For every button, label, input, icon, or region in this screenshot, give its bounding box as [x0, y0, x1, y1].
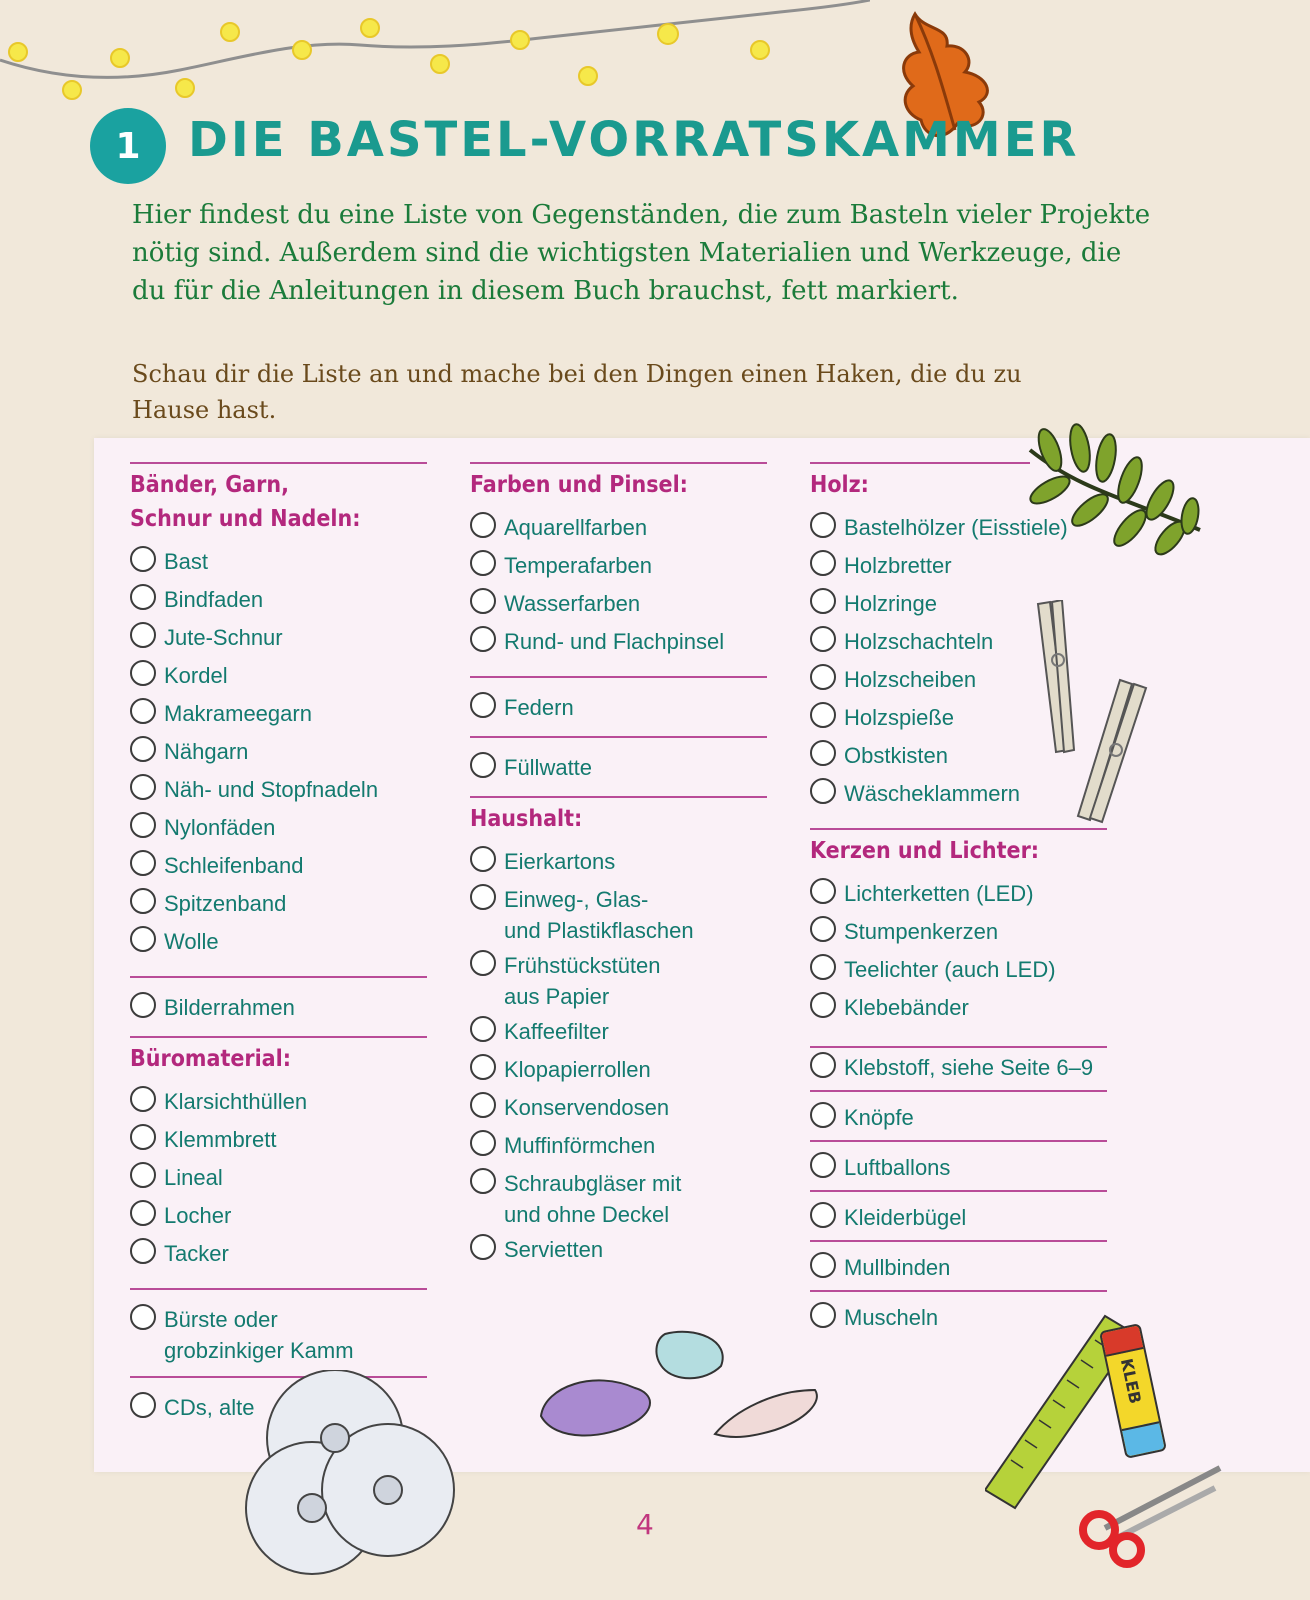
intro-text: Hier findest du eine Liste von Gegenständen, die zum Basteln vieler Projekte nötig sind. Außerdem sind die wichtigsten Materialien und Werkzeuge, die du für die Anleitungen in diesem Buch brauchst, fett markiert. — [132, 200, 1151, 306]
checkbox[interactable] — [810, 512, 836, 538]
checklist-item[interactable] — [470, 546, 767, 584]
checklist-item-label: Klemmbrett — [164, 1127, 277, 1152]
checklist-item-label: Lineal — [164, 1165, 223, 1190]
checkbox[interactable] — [130, 992, 156, 1018]
glue-stick-icon: KLEB — [1099, 1323, 1167, 1459]
checklist-item[interactable] — [470, 1088, 767, 1126]
checkbox[interactable] — [810, 1252, 836, 1278]
section-heading-kerzen: Kerzen und Lichter: — [810, 838, 1040, 864]
checkbox[interactable] — [130, 1238, 156, 1264]
checkbox[interactable] — [810, 1102, 836, 1128]
green-twig-icon — [1010, 420, 1210, 560]
checkbox[interactable] — [130, 622, 156, 648]
checklist-item-label: Aquarellfarben — [504, 515, 648, 540]
checkbox[interactable] — [810, 916, 836, 942]
checklist-item-label: Kaffeefilter — [504, 1019, 609, 1044]
checkbox[interactable] — [130, 850, 156, 876]
checklist-item[interactable] — [470, 1126, 767, 1164]
checkbox[interactable] — [130, 1162, 156, 1188]
clothespin-icon — [1030, 600, 1160, 830]
checklist-item-label: Holzspieße — [844, 705, 955, 730]
checklist-item[interactable] — [810, 988, 1107, 1026]
checkbox[interactable] — [810, 664, 836, 690]
checklist-item-label: Schraubgläser mit und ohne Deckel — [504, 1171, 682, 1227]
checkbox[interactable] — [470, 884, 496, 910]
checkbox[interactable] — [810, 992, 836, 1018]
checklist-item-label: Frühstückstüten aus Papier — [504, 953, 661, 1009]
checklist-item-label: Bindfaden — [164, 587, 264, 612]
checklist-item[interactable]: CDs, alte — [130, 1388, 427, 1426]
checklist-item-label: Muscheln — [844, 1305, 939, 1330]
checklist-item-label: Muffinförmchen — [504, 1133, 656, 1158]
checkbox[interactable] — [470, 1130, 496, 1156]
checkbox[interactable] — [810, 778, 836, 804]
checklist-item[interactable] — [470, 508, 767, 546]
checklist-item[interactable] — [130, 922, 427, 960]
checklist-item-label: Rund- und Flachpinsel — [504, 629, 725, 654]
checklist-item-label: Holzschachteln — [844, 629, 994, 654]
scissors-icon — [1075, 1458, 1225, 1568]
checklist-item-label: Bast — [164, 549, 209, 574]
checkbox[interactable] — [130, 1304, 156, 1330]
checklist-item-label: Klarsichthüllen — [164, 1089, 308, 1114]
checkbox[interactable] — [810, 550, 836, 576]
checkbox[interactable] — [810, 740, 836, 766]
instruction-text: Schau dir die Liste an und mache bei den Dingen einen Haken, die du zu Hause hast. — [132, 360, 1022, 424]
checklist-item[interactable]: Bilderrahmen — [130, 988, 427, 1026]
seashell-icon — [535, 1330, 835, 1460]
checklist-column-1 — [130, 462, 427, 1426]
checklist-item[interactable] — [130, 732, 427, 770]
page-number: 4 — [636, 1508, 654, 1541]
checkbox[interactable] — [470, 1234, 496, 1260]
checklist-item[interactable] — [130, 808, 427, 846]
checkbox[interactable] — [810, 954, 836, 980]
checkbox[interactable] — [130, 736, 156, 762]
checklist-item-label: Obstkisten — [844, 743, 948, 768]
checklist-item[interactable] — [130, 846, 427, 884]
checklist-item[interactable] — [810, 1198, 1107, 1236]
section-heading-baender: Bänder, Garn, Schnur und Nadeln: — [130, 472, 361, 532]
checklist-item[interactable] — [130, 694, 427, 732]
checklist-item[interactable] — [470, 946, 767, 1012]
checklist-item[interactable] — [130, 770, 427, 808]
checklist-item-label: Wasserfarben — [504, 591, 641, 616]
section-heading-bueromaterial: Büromaterial: — [130, 1046, 291, 1072]
checklist-item-label: Tacker — [164, 1241, 229, 1266]
checkbox[interactable] — [470, 550, 496, 576]
checklist-item-label: Holzscheiben — [844, 667, 977, 692]
checklist-item[interactable] — [810, 1098, 1107, 1136]
checklist-item-label: Eierkartons — [504, 849, 616, 874]
checklist-item[interactable] — [130, 1158, 427, 1196]
checklist-item[interactable] — [810, 950, 1107, 988]
checkbox[interactable] — [810, 1052, 836, 1078]
checklist-item[interactable] — [470, 1012, 767, 1050]
checklist-item-label: Klopapierrollen — [504, 1057, 651, 1082]
cd-disc-icon — [240, 1370, 470, 1600]
checklist-item-label: Knöpfe — [844, 1105, 914, 1130]
checklist-item-label: Kleiderbügel — [844, 1205, 967, 1230]
checklist-item[interactable] — [470, 1164, 767, 1230]
checklist-item[interactable] — [470, 1050, 767, 1088]
checklist-item[interactable] — [810, 874, 1107, 912]
checkbox[interactable] — [810, 626, 836, 652]
checkbox[interactable] — [810, 1152, 836, 1178]
checklist-item[interactable] — [130, 1082, 427, 1120]
checkbox[interactable] — [810, 1202, 836, 1228]
checkbox[interactable] — [470, 512, 496, 538]
checklist-item[interactable]: Federn — [470, 688, 767, 726]
checklist-item[interactable]: Bürste oder grobzinkiger Kamm — [130, 1300, 427, 1366]
checkbox[interactable] — [810, 702, 836, 728]
checkbox[interactable] — [470, 752, 496, 778]
checkbox[interactable] — [130, 698, 156, 724]
checklist-item[interactable] — [130, 618, 427, 656]
checklist-item[interactable]: Füllwatte — [470, 748, 767, 786]
checkbox[interactable] — [130, 660, 156, 686]
section-heading-farben: Farben und Pinsel: — [470, 472, 688, 498]
checklist-column-3 — [810, 462, 1107, 1336]
checklist-item[interactable] — [130, 542, 427, 580]
checkbox[interactable] — [810, 1302, 836, 1328]
checkbox[interactable] — [130, 1086, 156, 1112]
checklist-item-label: Temperafarben — [504, 553, 652, 578]
checkbox[interactable] — [810, 878, 836, 904]
checklist-item[interactable] — [470, 622, 767, 660]
string-lights-icon — [0, 0, 870, 100]
checklist-item[interactable] — [130, 884, 427, 922]
checklist-item-label: Stumpenkerzen — [844, 919, 999, 944]
checkbox[interactable] — [470, 1168, 496, 1194]
checkbox[interactable] — [130, 774, 156, 800]
checklist-item-label: Einweg-, Glas- und Plastikflaschen — [504, 887, 694, 943]
checklist-item[interactable] — [130, 656, 427, 694]
checklist-item-label: Wäscheklammern — [844, 781, 1021, 806]
checklist-item-label: Servietten — [504, 1237, 604, 1262]
checkbox[interactable] — [130, 926, 156, 952]
checklist-item-label: Nylonfäden — [164, 815, 276, 840]
checklist-item[interactable] — [470, 880, 767, 946]
checklist-item-label: Locher — [164, 1203, 232, 1228]
checklist-item[interactable] — [470, 1230, 767, 1268]
checklist-item[interactable] — [130, 1234, 427, 1272]
checklist-item[interactable] — [810, 1048, 1107, 1086]
checklist-item-label: Konservendosen — [504, 1095, 670, 1120]
checklist-item[interactable] — [470, 842, 767, 880]
checkbox[interactable] — [130, 888, 156, 914]
checklist-item-label: Bastelhölzer (Eisstiele) — [844, 515, 1068, 540]
checklist-item-label: Kordel — [164, 663, 228, 688]
checklist-item-label: Klebebänder — [844, 995, 969, 1020]
page-title: DIE BASTEL-VORRATSKAMMER — [188, 112, 1080, 168]
checklist-item[interactable] — [130, 580, 427, 618]
checklist-column-2 — [470, 462, 767, 1268]
checklist-item[interactable] — [130, 1196, 427, 1234]
checkbox[interactable] — [470, 846, 496, 872]
section-heading-holz: Holz: — [810, 472, 869, 498]
checklist-item-label: Wolle — [164, 929, 219, 954]
checklist-item-label: Luftballons — [844, 1155, 951, 1180]
checkbox[interactable] — [810, 588, 836, 614]
checklist-item-label: Näh- und Stopfnadeln — [164, 777, 379, 802]
checkbox[interactable] — [470, 1092, 496, 1118]
checklist-item[interactable] — [470, 584, 767, 622]
chapter-number-badge: 1 — [90, 108, 166, 184]
checkbox[interactable] — [470, 692, 496, 718]
checkbox[interactable] — [130, 584, 156, 610]
checklist-item-label: Makrameegarn — [164, 701, 312, 726]
checklist-item-label: Schleifenband — [164, 853, 304, 878]
checklist-item[interactable] — [810, 1248, 1107, 1286]
checkbox[interactable] — [130, 546, 156, 572]
checkbox[interactable] — [470, 950, 496, 976]
checkbox[interactable] — [470, 1016, 496, 1042]
checkbox[interactable] — [130, 1200, 156, 1226]
checkbox[interactable] — [130, 812, 156, 838]
checkbox[interactable] — [130, 1392, 156, 1418]
checklist-item-label: Jute-Schnur — [164, 625, 283, 650]
checklist-item[interactable] — [130, 1120, 427, 1158]
checkbox[interactable] — [470, 1054, 496, 1080]
checklist-item[interactable] — [810, 1148, 1107, 1186]
checklist-item-label: Teelichter (auch LED) — [844, 957, 1056, 982]
checklist-item-label: Holzringe — [844, 591, 937, 616]
checklist-item-label: Lichterketten (LED) — [844, 881, 1034, 906]
checklist-item-label: Mullbinden — [844, 1255, 951, 1280]
checkbox[interactable] — [130, 1124, 156, 1150]
checkbox[interactable] — [470, 626, 496, 652]
checklist-item[interactable] — [810, 912, 1107, 950]
checkbox[interactable] — [470, 588, 496, 614]
checklist-item-label: Klebstoff, siehe Seite 6–9 — [844, 1055, 1094, 1080]
checklist-item-label: Spitzenband — [164, 891, 287, 916]
section-heading-haushalt: Haushalt: — [470, 806, 583, 832]
checklist-item-label: Holzbretter — [844, 553, 952, 578]
checklist-item-label: Nähgarn — [164, 739, 249, 764]
